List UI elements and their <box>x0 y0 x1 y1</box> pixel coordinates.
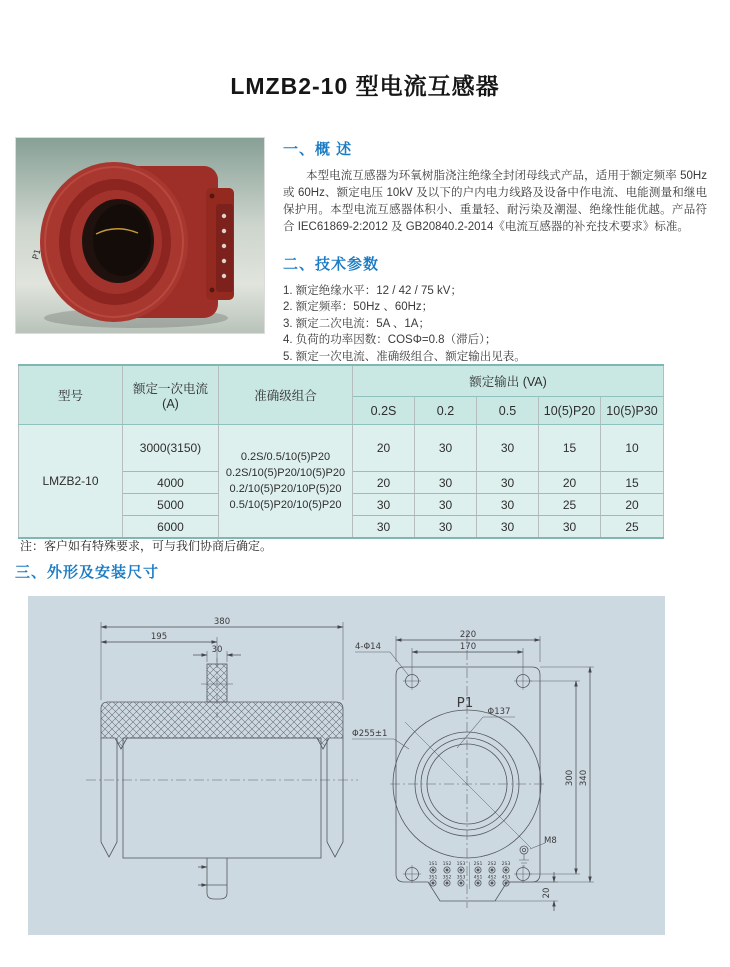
cell-output: 30 <box>353 494 415 516</box>
dimensions-heading: 三、外形及安装尺寸 <box>15 564 160 581</box>
terminal-label: 2S2 <box>487 862 497 867</box>
drawing-panel <box>28 596 665 935</box>
cell-output: 15 <box>601 472 664 494</box>
front-dim-220: 220 <box>459 630 477 640</box>
header-output-col: 10(5)P20 <box>539 397 601 425</box>
cell-output: 30 <box>415 425 477 472</box>
header-output-col: 10(5)P30 <box>601 397 664 425</box>
header-primary-current-line1: 额定一次电流 <box>132 382 208 396</box>
cell-output: 30 <box>415 516 477 539</box>
cell-output: 15 <box>539 425 601 472</box>
page-title: LMZB2-10 型电流互感器 <box>230 73 500 99</box>
terminal-label: 2S3 <box>501 862 511 867</box>
terminal-label: 4S3 <box>501 875 511 881</box>
cell-output: 30 <box>415 472 477 494</box>
terminal-label: 1S2 <box>442 862 452 867</box>
cell-output: 30 <box>353 516 415 539</box>
spec-table <box>18 364 664 539</box>
side-dim-30: 30 <box>211 645 223 655</box>
photo-p1-marking: P1 <box>31 248 44 261</box>
table-note: 注：客户如有特殊要求，可与我们协商后确定。 <box>20 539 273 553</box>
cell-accuracy <box>219 425 353 539</box>
product-photo-art <box>16 138 264 333</box>
cell-output: 25 <box>601 516 664 539</box>
front-label-inner-dia: Φ137 <box>487 707 511 717</box>
cell-current: 5000 <box>123 494 219 516</box>
terminal-label: 1S1 <box>428 862 438 867</box>
header-accuracy: 准确级组合 <box>219 365 353 425</box>
side-dim-380: 380 <box>213 617 231 627</box>
cell-output: 30 <box>477 494 539 516</box>
front-dim-300: 300 <box>565 769 575 787</box>
tech-params-list <box>283 283 707 365</box>
terminal-label: 3S2 <box>442 875 452 881</box>
right-column <box>283 138 707 365</box>
terminal-label: 3S3 <box>456 875 466 881</box>
header-primary-current <box>123 365 219 425</box>
param-item: 5. 额定一次电流、准确级组合、额定输出见表。 <box>283 350 526 363</box>
front-label-p1: P1 <box>456 695 474 711</box>
cell-current: 3000(3150) <box>123 425 219 472</box>
transformer-body <box>31 162 234 322</box>
cell-output: 30 <box>477 516 539 539</box>
cell-output: 30 <box>539 516 601 539</box>
front-view-drawing <box>352 630 594 911</box>
cell-current: 6000 <box>123 516 219 539</box>
tech-params-heading: 二、技术参数 <box>283 256 380 273</box>
front-dim-20: 20 <box>542 887 552 899</box>
param-item: 1. 额定绝缘水平：12 / 42 / 75 kV； <box>283 285 462 297</box>
dimension-drawings <box>28 596 665 934</box>
param-item: 3. 额定二次电流：5A 、1A； <box>283 317 430 330</box>
terminal-label: 4S1 <box>473 875 483 881</box>
cell-current: 4000 <box>123 472 219 494</box>
cell-output: 10 <box>601 425 664 472</box>
header-rated-output: 额定输出 (VA) <box>353 365 664 397</box>
param-item: 2. 额定频率：50Hz 、60Hz； <box>283 301 434 314</box>
accuracy-line: 0.2/10(5)P20/10P(5)20 <box>229 483 342 495</box>
cell-output: 25 <box>539 494 601 516</box>
cell-output: 30 <box>415 494 477 516</box>
header-model: 型号 <box>19 365 123 425</box>
accuracy-line: 0.5/10(5)P20/10(5)P20 <box>229 499 342 511</box>
front-label-outer-dia: Φ255±1 <box>352 729 388 739</box>
header-output-col: 0.2S <box>353 397 415 425</box>
terminal-label: 1S3 <box>456 862 466 867</box>
terminal-label: 3S1 <box>428 875 438 881</box>
front-dim-340: 340 <box>579 769 589 787</box>
header-output-col: 0.2 <box>415 397 477 425</box>
table-row <box>19 425 664 472</box>
side-view-drawing <box>86 617 358 899</box>
header-primary-current-line2: (A) <box>162 397 179 411</box>
cell-output: 20 <box>601 494 664 516</box>
front-label-mount-holes: 4-Φ14 <box>355 642 381 652</box>
cell-model: LMZB2-10 <box>19 425 123 539</box>
front-label-m8: M8 <box>544 836 557 846</box>
cell-output: 20 <box>353 425 415 472</box>
front-dim-170: 170 <box>459 642 477 652</box>
cell-output: 20 <box>353 472 415 494</box>
cell-output: 20 <box>539 472 601 494</box>
terminal-label: 4S2 <box>487 875 497 881</box>
overview-heading: 一、概 述 <box>283 141 353 158</box>
header-output-col: 0.5 <box>477 397 539 425</box>
accuracy-line: 0.2S/0.5/10(5)P20 <box>240 451 331 463</box>
param-item: 4. 负荷的功率因数：COSΦ=0.8（滞后）； <box>283 334 497 347</box>
side-dim-195: 195 <box>150 632 168 642</box>
terminal-label: 2S1 <box>473 862 483 867</box>
cell-output: 30 <box>477 472 539 494</box>
cell-output: 30 <box>477 425 539 472</box>
overview-paragraph: 本型电流互感器为环氧树脂浇注绝缘全封闭母线式产品，适用于额定频率 50Hz 或 60Hz、额定电压 10kV 及以下的户内电力线路及设备中作电流、电能测量和继电保护用。本型电流互感器体积小、重量轻、耐污染及潮湿、绝缘性能优越。产品符合 IEC61869-2:2012 及 GB20840.2-2014《电流互感器的补充技术要求》标准。 <box>283 170 707 233</box>
terminal-block <box>429 861 511 889</box>
product-photo <box>15 137 265 334</box>
accuracy-line: 0.2S/10(5)P20/10(5)P20 <box>225 467 346 479</box>
